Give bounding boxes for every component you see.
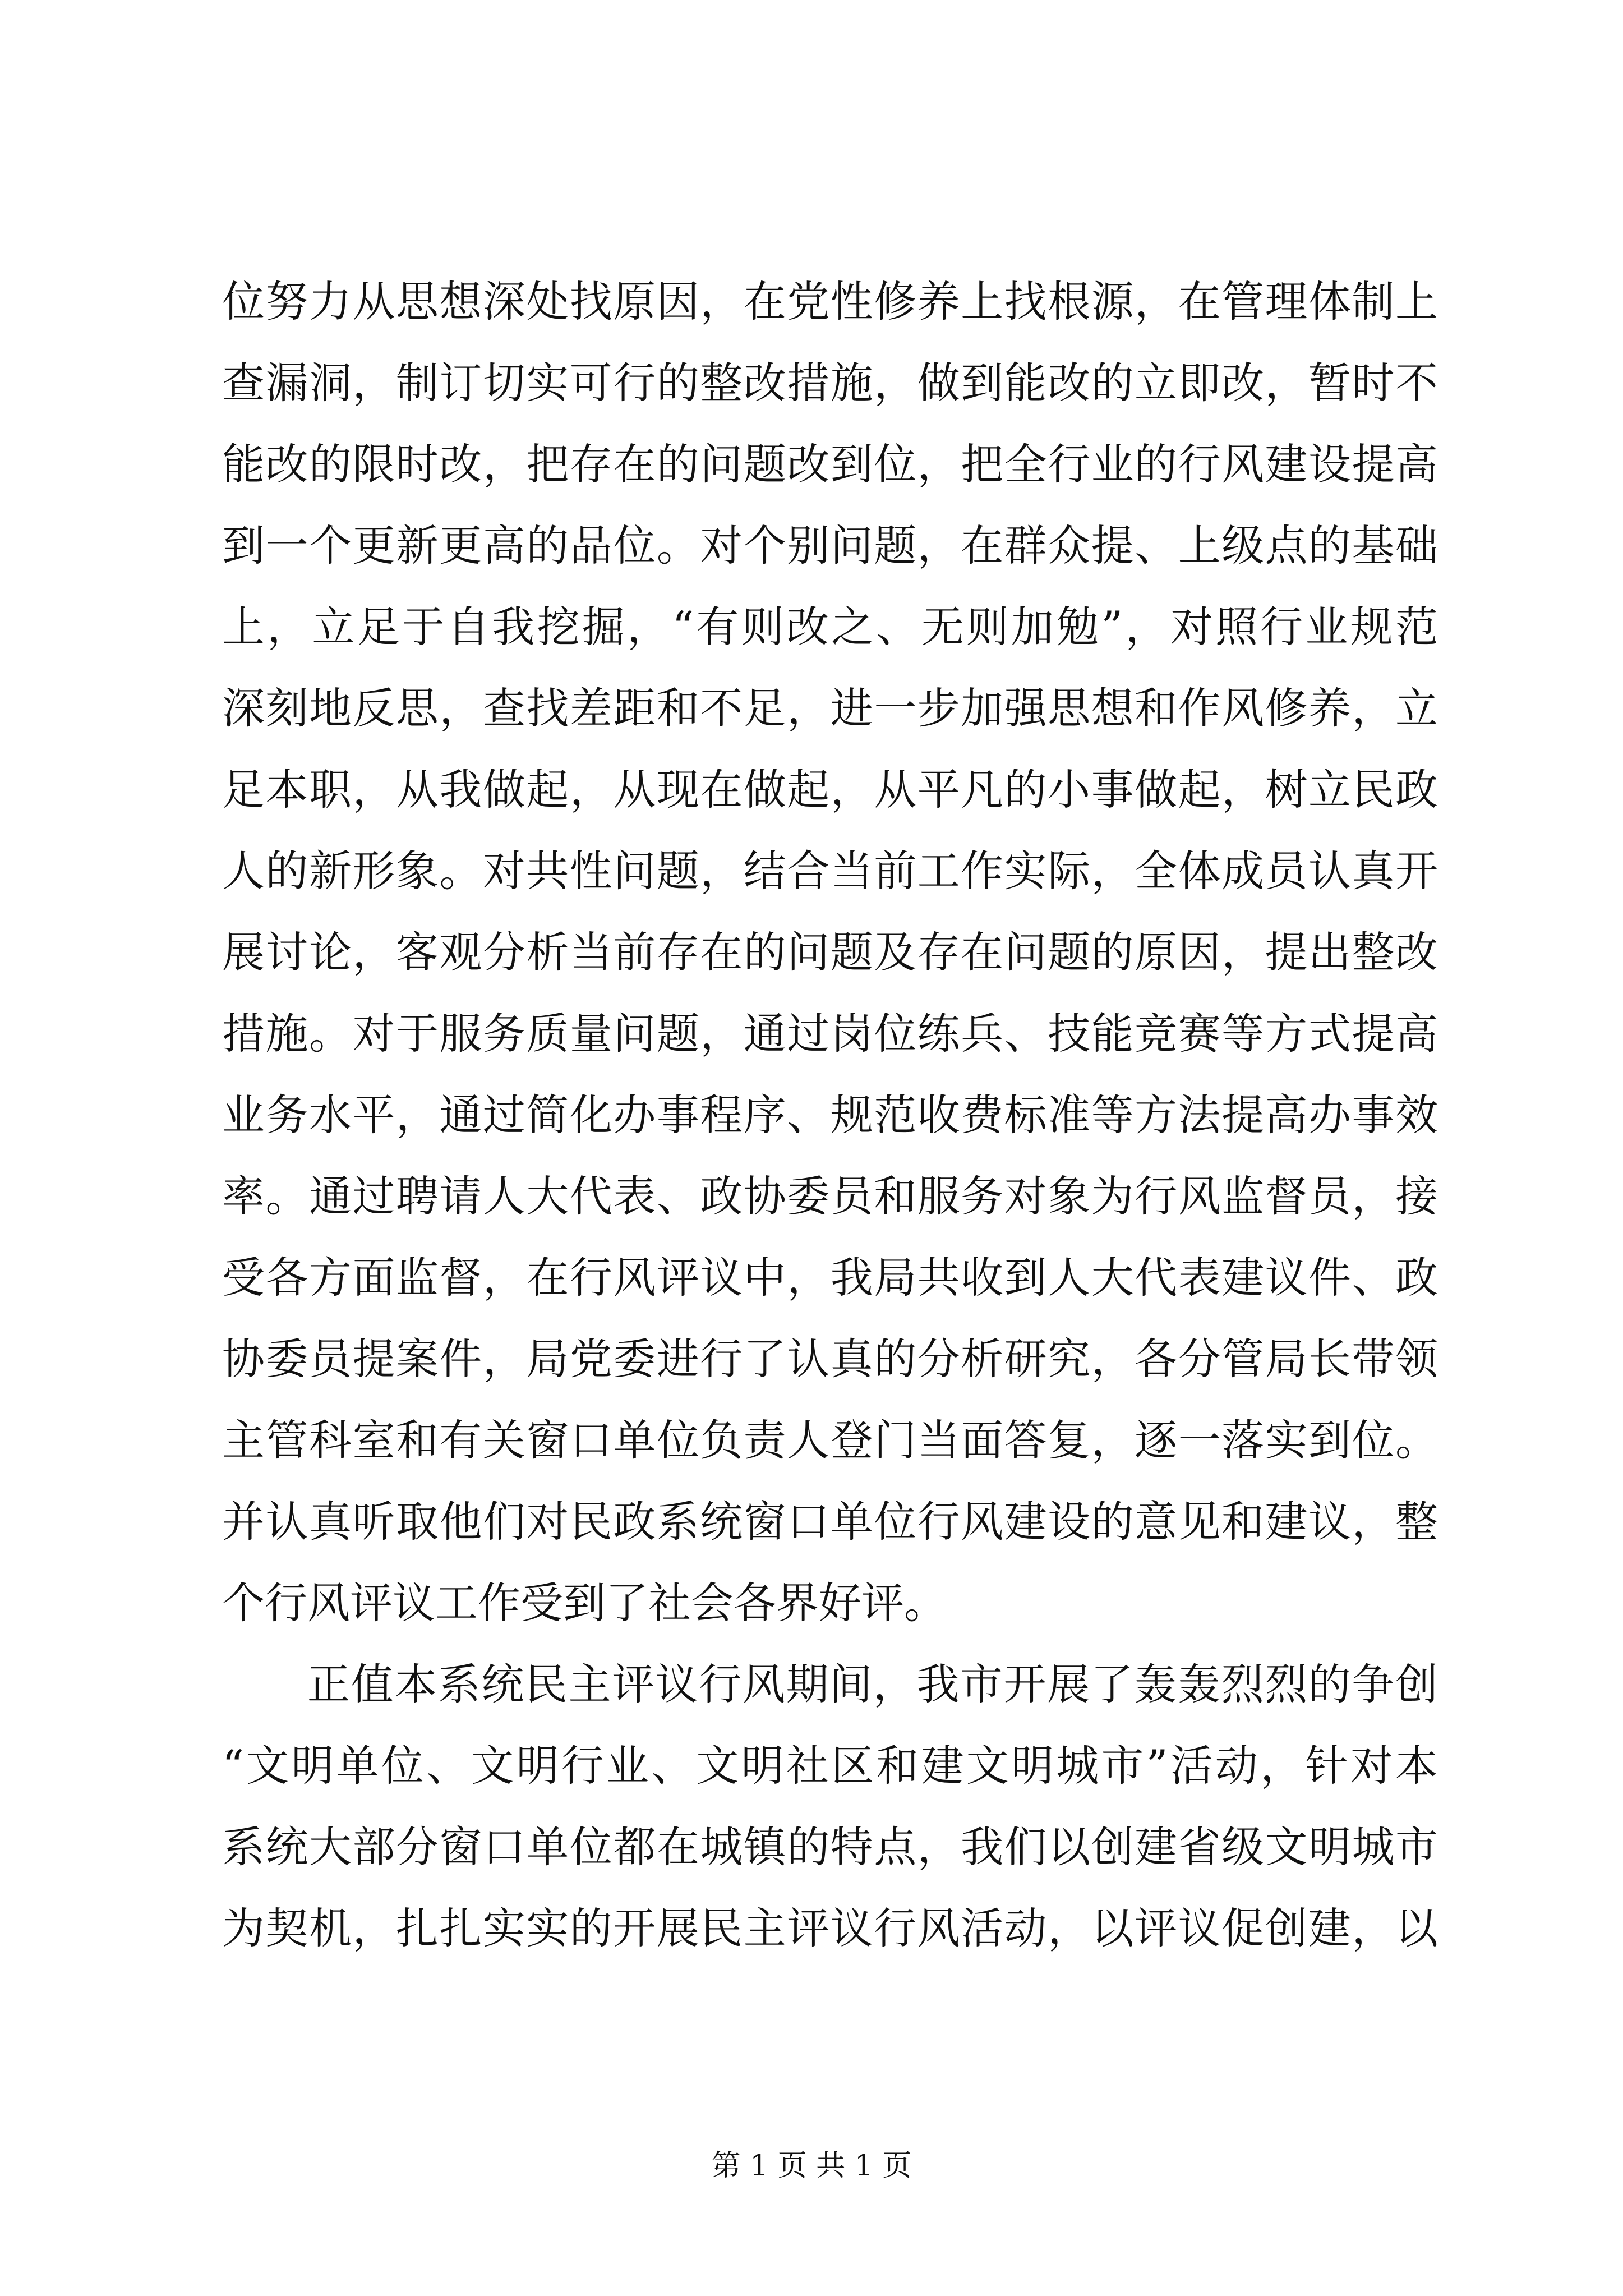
paragraph-2-line: “文明单位、文明行业、文明社区和建文明城市”活动，针对本 xyxy=(222,1741,1438,1791)
paragraph-1-line: 足本职，从我做起，从现在做起，从平凡的小事做起，树立民政 xyxy=(222,765,1438,815)
paragraph-1-line: 上，立足于自我挖掘，“有则改之、无则加勉”，对照行业规范 xyxy=(222,602,1438,652)
paragraph-1-line: 并认真听取他们对民政系统窗口单位行风建设的意见和建议，整 xyxy=(222,1497,1438,1547)
page-number-footer: 第 1 页 共 1 页 xyxy=(711,2149,912,2183)
paragraph-1-last-line: 个行风评议工作受到了社会各界好评。 xyxy=(222,1578,947,1628)
paragraph-1-line: 深刻地反思，查找差距和不足，进一步加强思想和作风修养，立 xyxy=(222,683,1438,733)
paragraph-1-line: 协委员提案件，局党委进行了认真的分析研究，各分管局长带领 xyxy=(222,1334,1438,1384)
paragraph-1-line: 人的新形象。对共性问题，结合当前工作实际，全体成员认真开 xyxy=(222,846,1438,896)
paragraph-1-line: 措施。对于服务质量问题，通过岗位练兵、技能竞赛等方式提高 xyxy=(222,1009,1438,1059)
paragraph-2-first-line: 正值本系统民主评议行风期间，我市开展了轰轰烈烈的争创 xyxy=(307,1659,1438,1709)
paragraph-2-line: 为契机，扎扎实实的开展民主评议行风活动，以评议促创建，以 xyxy=(222,1903,1438,1953)
paragraph-2-line: 系统大部分窗口单位都在城镇的特点，我们以创建省级文明城市 xyxy=(222,1822,1438,1872)
paragraph-1-line: 能改的限时改，把存在的问题改到位，把全行业的行风建设提高 xyxy=(222,439,1438,489)
paragraph-1-line: 位努力从思想深处找原因，在党性修养上找根源，在管理体制上 xyxy=(222,277,1438,326)
paragraph-1-line: 到一个更新更高的品位。对个别问题，在群众提、上级点的基础 xyxy=(222,521,1438,570)
paragraph-1-line: 查漏洞，制订切实可行的整改措施，做到能改的立即改，暂时不 xyxy=(222,358,1438,408)
document-body xyxy=(222,261,1438,1969)
paragraph-1-line: 主管科室和有关窗口单位负责人登门当面答复，逐一落实到位。 xyxy=(222,1415,1438,1465)
paragraph-1-line: 业务水平，通过简化办事程序、规范收费标准等方法提高办事效 xyxy=(222,1090,1438,1140)
paragraph-1-line: 受各方面监督，在行风评议中，我局共收到人大代表建议件、政 xyxy=(222,1253,1438,1303)
paragraph-1-line: 率。通过聘请人大代表、政协委员和服务对象为行风监督员，接 xyxy=(222,1171,1438,1221)
paragraph-1-line: 展讨论，客观分析当前存在的问题及存在问题的原因，提出整改 xyxy=(222,927,1438,977)
